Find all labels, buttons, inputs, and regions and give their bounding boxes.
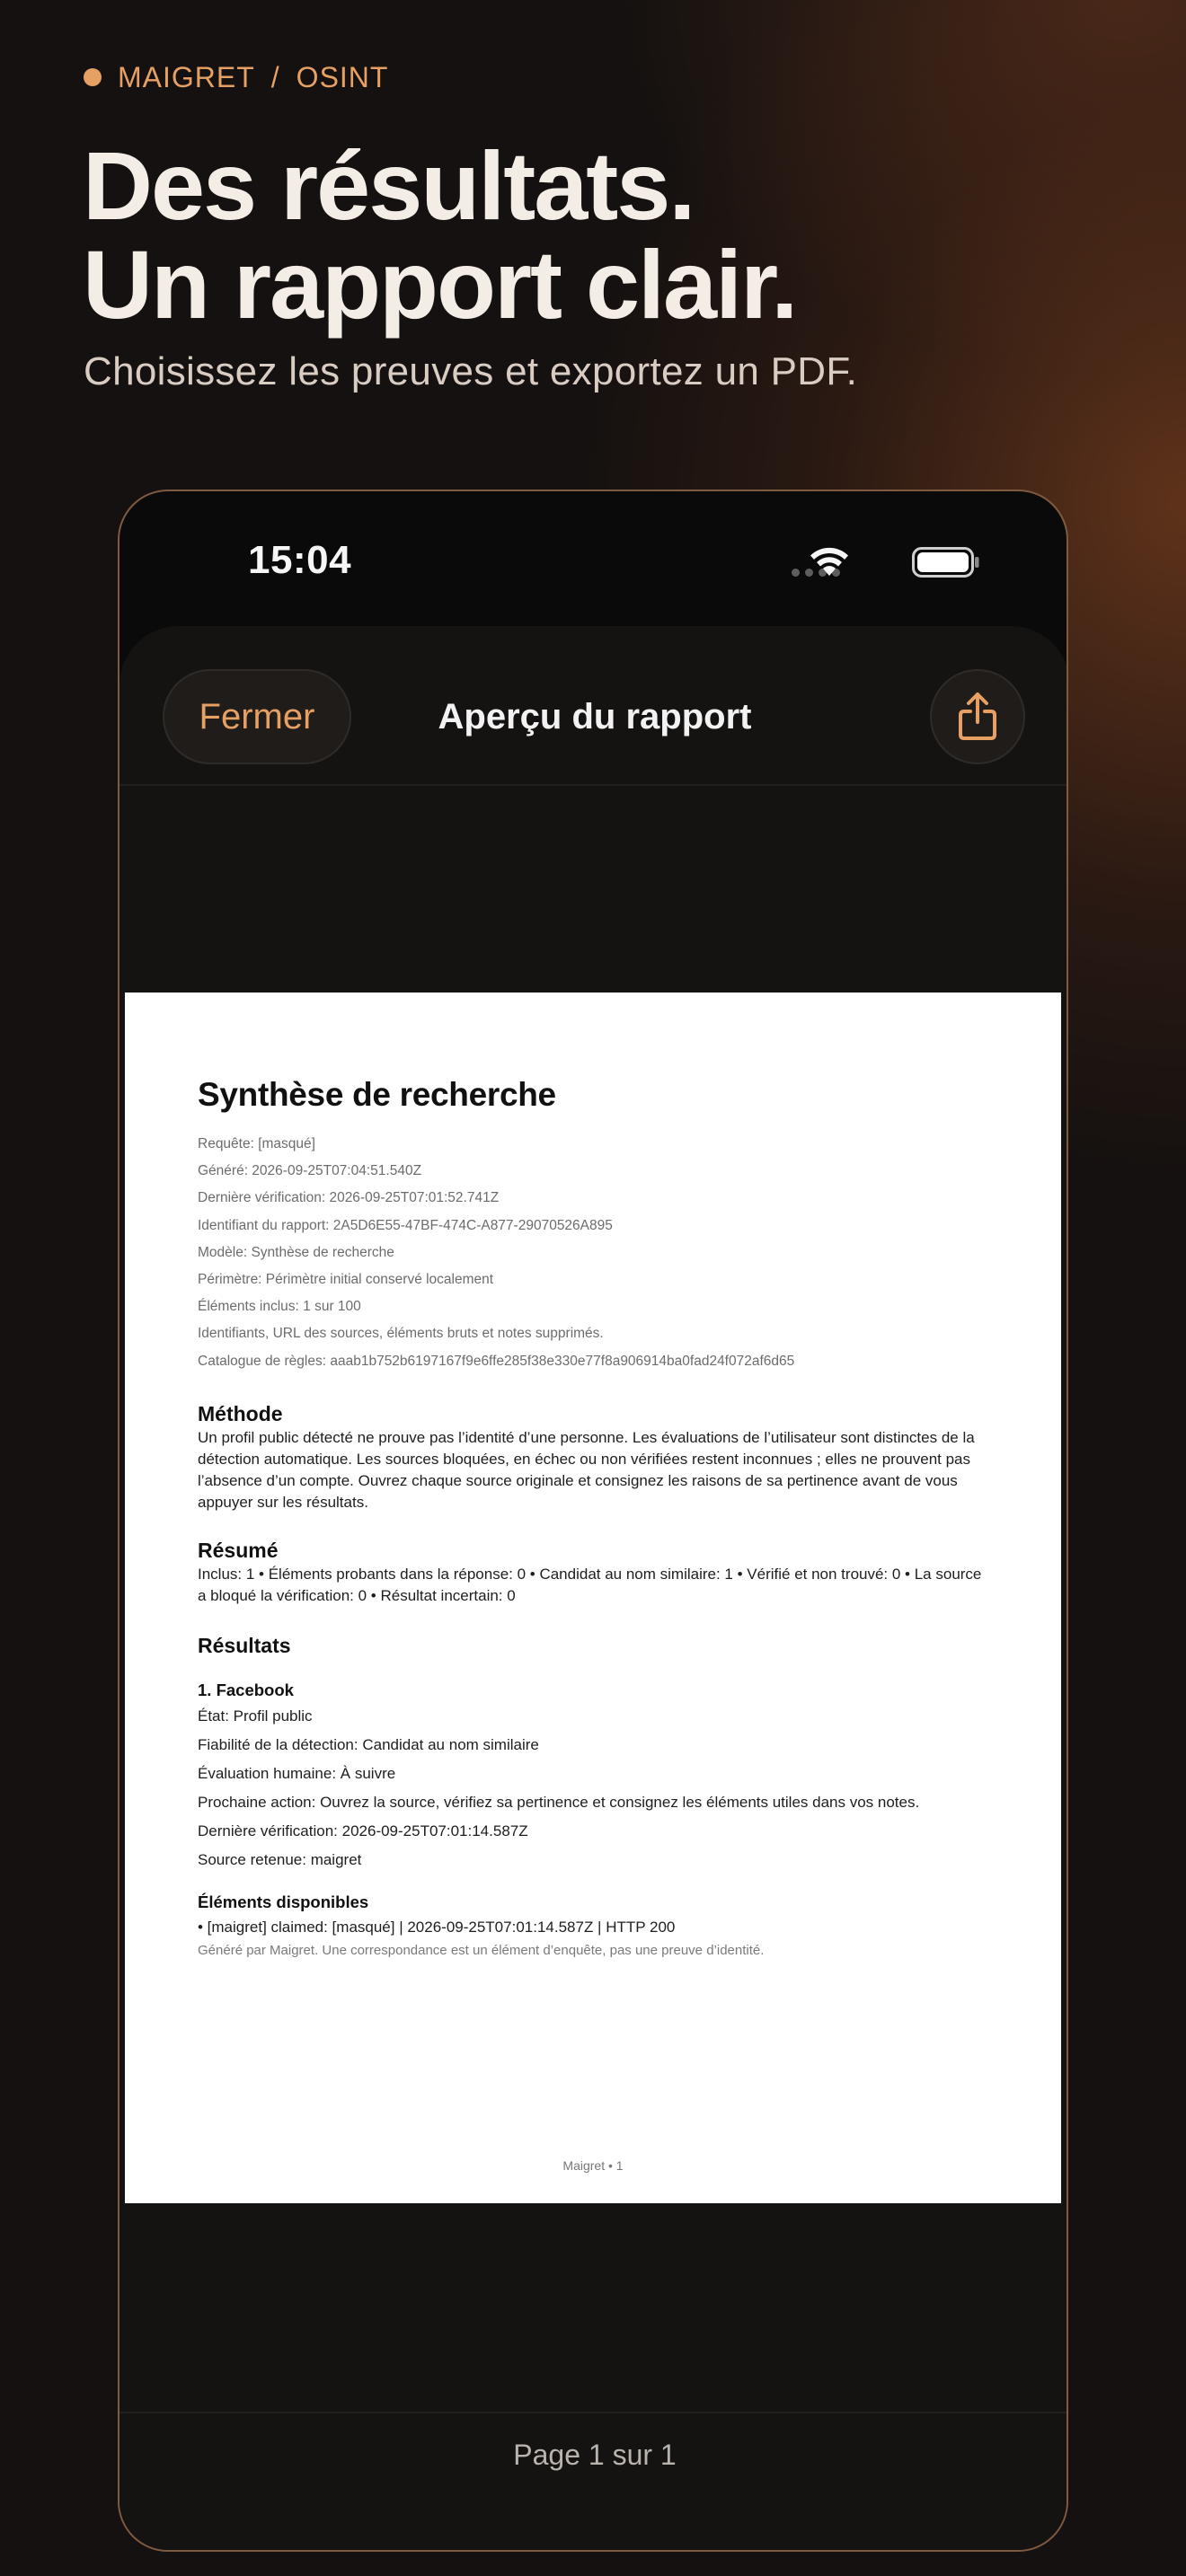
evidence-heading: Éléments disponibles: [198, 1892, 369, 1911]
pdf-page: [125, 992, 1061, 2203]
pdf-page-footer: Maigret • 1: [562, 2158, 624, 2173]
page-indicator: Page 1 sur 1: [513, 2439, 677, 2471]
headline-line-1: Des résultats.: [83, 131, 695, 240]
summary-heading: Résumé: [198, 1538, 279, 1562]
result-title: 1. Facebook: [198, 1680, 294, 1699]
eyebrow-section: OSINT: [296, 60, 389, 93]
wifi-icon: [810, 545, 849, 578]
pdf-page-content: [198, 1073, 988, 1961]
phone-frame: [118, 490, 1068, 2552]
headline-line-2: Un rapport clair.: [83, 230, 797, 339]
meta-line: Identifiant du rapport: 2A5D6E55-47BF-474C-A877-29070526A895: [198, 1217, 613, 1233]
meta-line: Éléments inclus: 1 sur 100: [198, 1299, 361, 1315]
footer-divider: [119, 2412, 1068, 2413]
result-line: Source retenue: maigret: [198, 1850, 362, 1868]
accent-dot-icon: [84, 68, 102, 86]
share-button[interactable]: [930, 669, 1025, 764]
method-heading: Méthode: [198, 1401, 283, 1425]
result-line: Évaluation humaine: À suivre: [198, 1764, 396, 1782]
meta-line: Généré: 2026-09-25T07:04:51.540Z: [198, 1163, 422, 1179]
meta-line: Dernière vérification: 2026-09-25T07:01:52.741Z: [198, 1190, 500, 1206]
result-line: Fiabilité de la détection: Candidat au nom similaire: [198, 1735, 539, 1753]
headline: [83, 131, 1071, 339]
meta-line: Identifiants, URL des sources, éléments bruts et notes supprimés.: [198, 1326, 604, 1342]
sheet-title: Aperçu du rapport: [438, 696, 752, 737]
meta-line: Catalogue de règles: aaab1b752b6197167f9e6ffe285f38e330e77f8a906914ba0fad24f072af6d65: [198, 1353, 795, 1369]
meta-line: Modèle: Synthèse de recherche: [198, 1244, 394, 1260]
result-line: Prochaine action: Ouvrez la source, vérifiez sa pertinence et consignez les éléments utiles dans vos notes.: [198, 1793, 920, 1811]
share-icon: [957, 692, 998, 742]
eyebrow-app: MAIGRET: [118, 60, 255, 93]
summary-text: Inclus: 1 • Éléments probants dans la réponse: 0 • Candidat au nom similaire: 1 • Vérifié et non trouvé: 0 • La source a bloqué la vérification: 0 • Résultat incertain: 0: [198, 1565, 982, 1604]
results-heading: Résultats: [198, 1633, 291, 1657]
meta-line: Requête: [masqué]: [198, 1136, 315, 1151]
evidence-line: • [maigret] claimed: [masqué] | 2026-09-25T07:01:14.587Z | HTTP 200: [198, 1918, 676, 1936]
eyebrow: [84, 61, 388, 93]
meta-line: Périmètre: Périmètre initial conservé localement: [198, 1272, 494, 1288]
subheadline: Choisissez les preuves et exportez un PDF.: [84, 349, 858, 393]
result-details: [198, 1702, 988, 1875]
report-preview-sheet: [119, 626, 1068, 2552]
report-title: Synthèse de recherche: [198, 1076, 556, 1113]
method-text: Un profil public détecté ne prouve pas l’identité d’une personne. Les évaluations de l’utilisateur sont distinctes de la détection automatique. Les sources bloquées, en échec ou non vérifiées restent inconnues ; elles ne prouvent pas l’absence d’un compte. Ouvrez chaque source originale et consignez les raisons de sa pertinence avant de vous appuyer sur les résultats.: [198, 1428, 975, 1511]
result-line: Dernière vérification: 2026-09-25T07:01:14.587Z: [198, 1822, 528, 1839]
result-line: État: Profil public: [198, 1707, 313, 1725]
eyebrow-separator: /: [270, 60, 280, 93]
battery-icon: [912, 547, 980, 578]
report-metadata: [198, 1131, 988, 1375]
status-time: 15:04: [248, 538, 352, 582]
close-button[interactable]: Fermer: [163, 669, 351, 764]
pdf-preview-area[interactable]: [119, 786, 1068, 2412]
report-footer-note: Généré par Maigret. Une correspondance est un élément d’enquête, pas une preuve d’identité.: [198, 1942, 765, 1958]
